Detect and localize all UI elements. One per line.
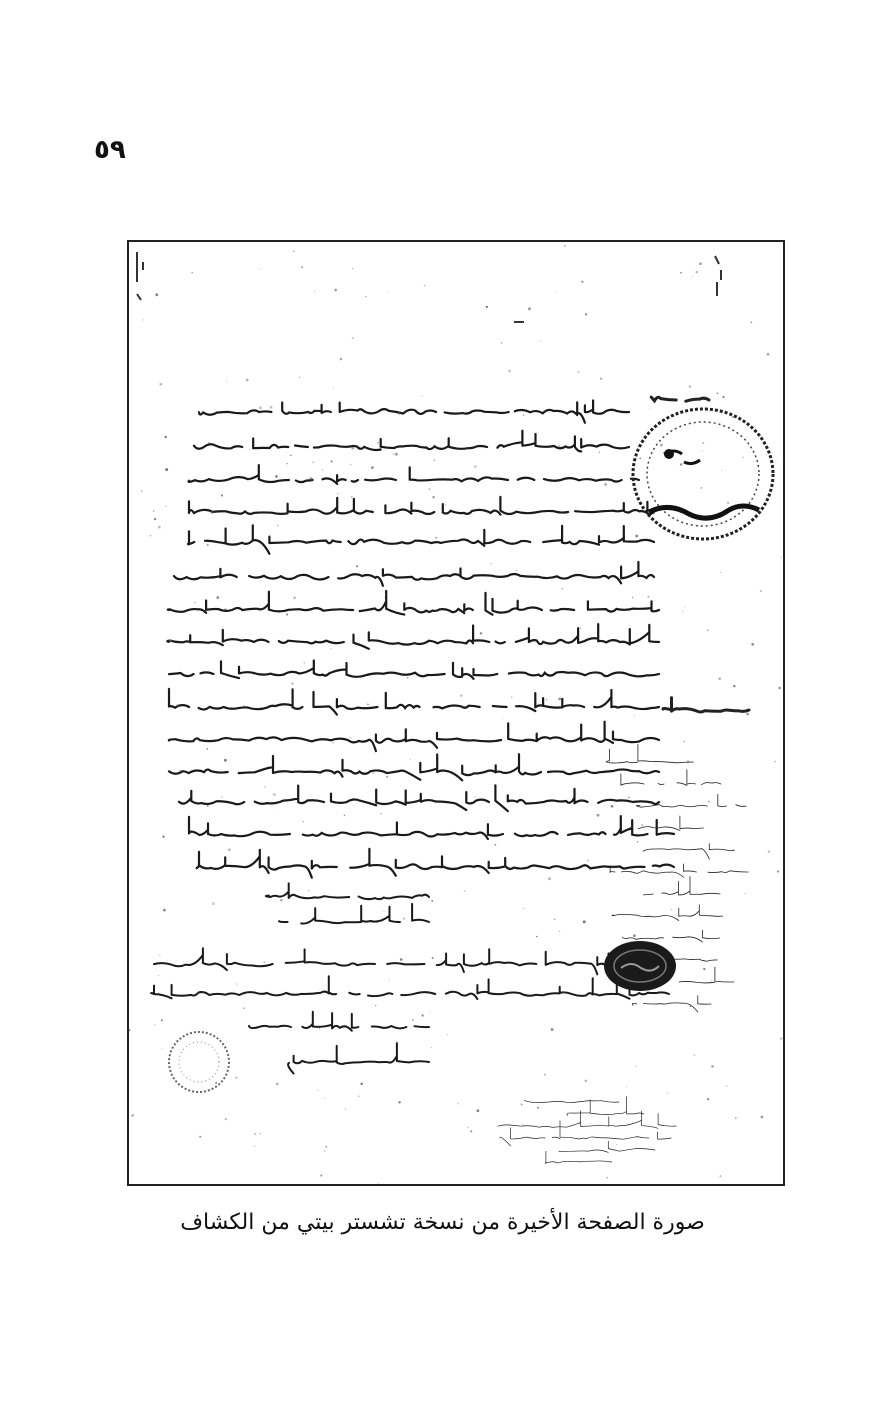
manuscript-image: [127, 240, 785, 1186]
corner-marks: [137, 252, 721, 322]
page-number: ٥٩: [94, 135, 126, 165]
oval-seal-icon: [604, 941, 676, 991]
round-seal-icon: [633, 409, 773, 539]
handwritten-text-block: [143, 401, 674, 1074]
faint-round-seal-icon: [169, 1032, 229, 1092]
figure-caption: صورة الصفحة الأخيرة من نسخة تشستر بيتي من الكشاف: [180, 1210, 705, 1235]
paper-specks: [129, 245, 785, 1186]
